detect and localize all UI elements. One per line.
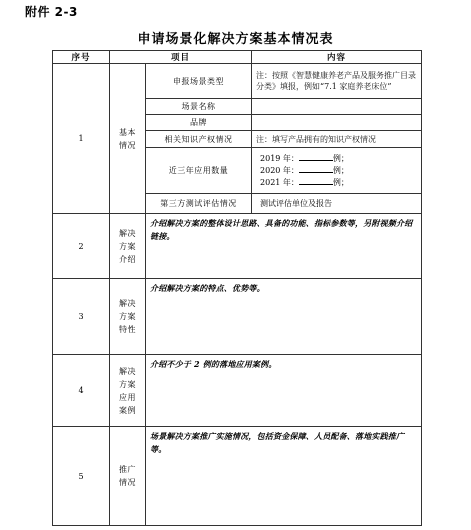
header-content: 内容 <box>252 51 422 64</box>
section-label-cases <box>110 355 146 427</box>
brand-field[interactable] <box>252 115 422 131</box>
section-label-basic <box>110 64 146 214</box>
scene-type-label: 申报场景类型 <box>146 64 252 99</box>
scene-name-label: 场景名称 <box>146 99 252 115</box>
usage-year: 2020 年： <box>260 165 299 175</box>
promotion-content-field[interactable]: 场景解决方案推广实施情况，包括资金保障、人员配备、落地实践推广等。 <box>146 427 422 526</box>
cases-content-field[interactable]: 介绍不少于 2 例的落地应用案例。 <box>146 355 422 427</box>
header-item: 项目 <box>110 51 252 64</box>
table-row <box>53 427 422 526</box>
row-number-4: 4 <box>53 355 110 427</box>
usage-blank[interactable] <box>299 153 333 161</box>
table-row <box>53 214 422 279</box>
section-label-text: 推广情况 <box>119 465 136 487</box>
usage-line-2021 <box>260 177 421 189</box>
row-number-1: 1 <box>53 64 110 214</box>
usage-line-2019 <box>260 153 421 165</box>
row-number-5: 5 <box>53 427 110 526</box>
attachment-label: 附件 2-3 <box>25 5 78 19</box>
scene-name-field[interactable] <box>252 99 422 115</box>
usage-unit: 例； <box>332 177 349 187</box>
section-label-text: 基本情况 <box>119 127 136 150</box>
usage-blank[interactable] <box>299 165 333 173</box>
section-label-text: 解决方案应用案例 <box>119 366 136 415</box>
section-label-text: 解决方案介绍 <box>119 228 136 264</box>
table-row <box>53 355 422 427</box>
usage-year: 2021 年： <box>260 177 299 187</box>
section-label-text: 解决方案特性 <box>119 299 136 334</box>
features-content-field[interactable]: 介绍解决方案的特点、优势等。 <box>146 279 422 355</box>
ip-label: 相关知识产权情况 <box>146 131 252 148</box>
row-number-2: 2 <box>53 214 110 279</box>
usage-label: 近三年应用数量 <box>146 148 252 194</box>
usage-line-2020 <box>260 165 421 177</box>
table-row <box>53 64 422 99</box>
page-title: 申请场景化解决方案基本情况表 <box>137 32 334 47</box>
section-label-features <box>110 279 146 355</box>
application-table <box>52 50 422 526</box>
scene-type-field[interactable]: 注：按照《智慧健康养老产品及服务推广目录分类》填报，例如“7.1 家庭养老床位” <box>252 64 422 99</box>
usage-blank[interactable] <box>299 177 333 185</box>
row-number-3: 3 <box>53 279 110 355</box>
ip-field[interactable]: 注：填写产品拥有的知识产权情况 <box>252 131 422 148</box>
section-label-intro <box>110 214 146 279</box>
brand-label: 品牌 <box>146 115 252 131</box>
usage-field[interactable] <box>252 148 422 194</box>
table-row <box>53 279 422 355</box>
usage-unit: 例； <box>332 153 349 163</box>
usage-unit: 例； <box>332 165 349 175</box>
section-label-promotion <box>110 427 146 526</box>
intro-content-field[interactable]: 介绍解决方案的整体设计思路、具备的功能、指标参数等，另附视频介绍链接。 <box>146 214 422 279</box>
test-label: 第三方测试评估情况 <box>146 194 252 214</box>
table-header-row <box>53 51 422 64</box>
test-field[interactable]: 测试评估单位及报告 <box>252 194 422 214</box>
header-no: 序号 <box>53 51 110 64</box>
usage-year: 2019 年： <box>260 153 299 163</box>
